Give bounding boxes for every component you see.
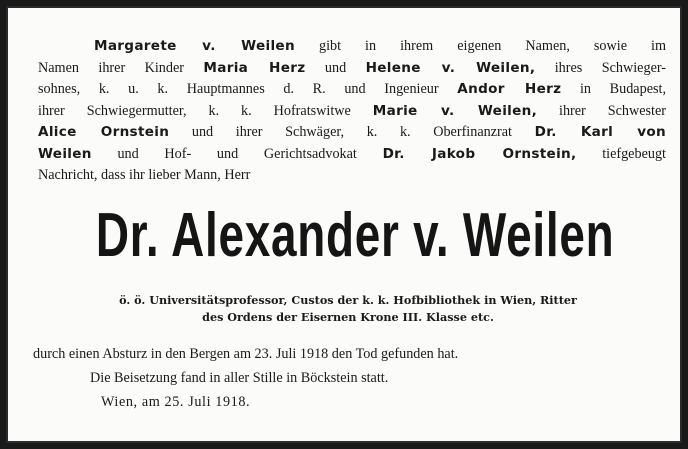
titles-line-2: des Ordens der Eisernen Krone III. Klasse etc. — [202, 310, 494, 324]
name-weilen: Weilen — [38, 145, 92, 162]
obituary-notice — [6, 6, 682, 443]
deceased-name: Dr. Alexander v. Weilen — [95, 201, 615, 270]
announcement-text — [38, 36, 666, 187]
announcement-line-7: Nachricht, dass ihr lieber Mann, Herr — [38, 167, 251, 183]
announcement-line-2: Namen ihrer Kinder Maria Herz und Helene v. Weilen, ihres Schwieger- — [38, 59, 667, 76]
titles-line-1: ö. ö. Universitätsprofessor, Custos der k. k. Hofbibliothek in Wien, Ritter — [119, 293, 577, 307]
deceased-titles — [28, 292, 668, 326]
announcement-line-3: sohnes, k. u. k. Hauptmannes d. R. und Ingenieur Andor Herz in Budapest, — [38, 81, 667, 97]
name-maria-herz: Maria Herz — [203, 59, 306, 76]
announcement-line-4: ihrer Schwiegermutter, k. k. Hofratswitwe Marie v. Weilen, ihrer Schwester — [38, 102, 667, 119]
death-circumstance: durch einen Absturz in den Bergen am 23. Juli 1918 den Tod gefunden hat. — [33, 346, 459, 362]
name-andor-herz: Andor Herz — [457, 81, 562, 97]
name-marie: Marie v. Weilen, — [372, 102, 538, 119]
burial-note: Die Beisetzung fand in aller Stille in Böckstein statt. — [90, 370, 389, 386]
place-date: Wien, am 25. Juli 1918. — [101, 394, 251, 410]
announcement-line-5: Alice Ornstein und ihrer Schwäger, k. k. Oberfinanzrat Dr. Karl von — [38, 124, 667, 140]
name-karl: Dr. Karl von — [534, 124, 667, 140]
announcement-line-1: Margarete v. Weilen gibt in ihrem eigenen Namen, sowie im — [94, 38, 667, 54]
name-helene: Helene v. Weilen, — [365, 59, 536, 76]
name-jakob: Dr. Jakob Ornstein, — [382, 145, 577, 162]
announcement-line-6: Weilen und Hof- und Gerichtsadvokat Dr. Jakob Ornstein, tiefgebeugt — [38, 145, 667, 162]
name-alice: Alice Ornstein — [38, 124, 170, 140]
name-margarete: Margarete v. Weilen — [94, 38, 295, 54]
closing-text — [33, 342, 673, 414]
